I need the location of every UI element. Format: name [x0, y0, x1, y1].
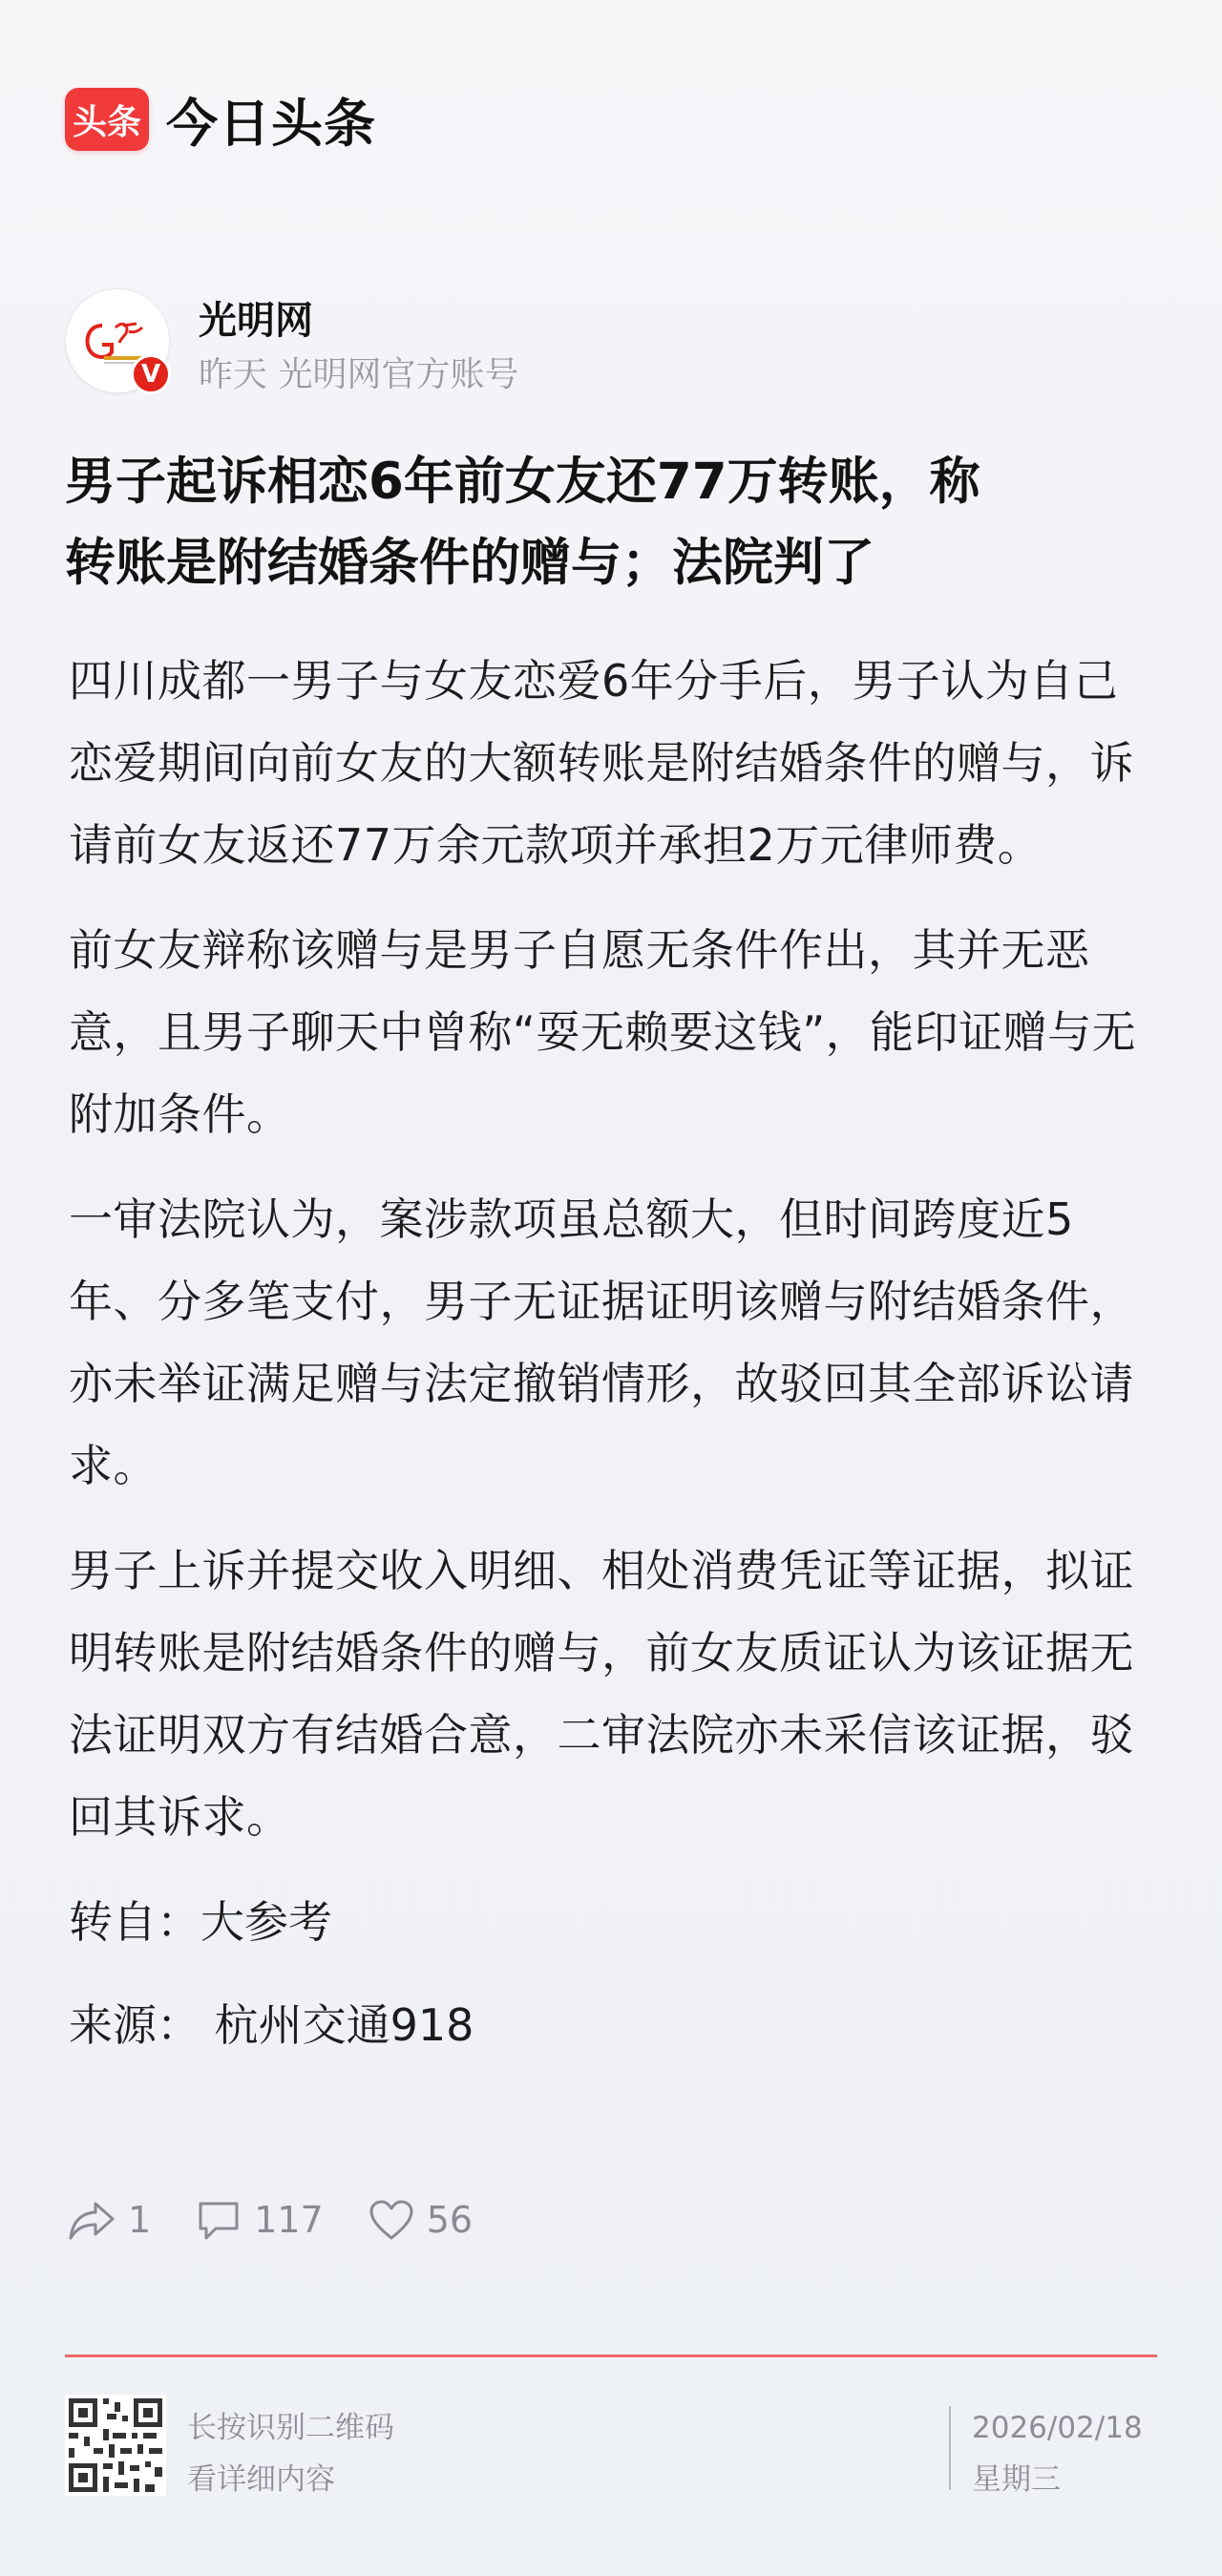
comment-icon	[195, 2198, 242, 2242]
app-name: 今日头条	[166, 93, 376, 154]
title-line: 转账是附结婚条件的赠与；法院判了	[65, 534, 874, 592]
article-title	[65, 441, 1163, 603]
weekday-text: 星期三	[972, 2462, 1061, 2497]
account-type: 光明网官方账号	[278, 355, 519, 394]
article-paragraph: 男子上诉并提交收入明细、相处消费凭证等证据，拟证明转账是附结婚条件的赠与，前女友质证认为该证据无法证明双方有结婚合意，二审法院亦未采信该证据，驳回其诉求。	[69, 1545, 1134, 1843]
share-count: 1	[128, 2199, 152, 2241]
article-paragraph: 一审法院认为，案涉款项虽总额大，但时间跨度近5年、分多笔支付，男子无证据证明该赠与附结婚条件，亦未举证满足赠与法定撤销情形，故驳回其全部诉讼请求。	[69, 1193, 1134, 1491]
author-row[interactable]	[65, 288, 1153, 395]
qr-hint-line: 长按识别二维码	[187, 2411, 394, 2445]
footer-divider	[65, 2354, 1157, 2357]
qr-hint-line: 看详细内容	[187, 2462, 335, 2497]
actions-row	[67, 2186, 516, 2253]
article-paragraph: 四川成都一男子与女友恋爱6年分手后，男子认为自己恋爱期间向前女友的大额转账是附结婚条件的赠与，诉请前女友返还77万余元款项并承担2万元律师费。	[69, 655, 1134, 871]
comment-button[interactable]	[195, 2198, 324, 2242]
share-button[interactable]	[67, 2198, 151, 2242]
article-body	[69, 640, 1162, 2087]
footer-date	[972, 2402, 1143, 2505]
share-card-footer	[65, 2395, 1157, 2502]
date-text: 2026/02/18	[972, 2411, 1143, 2445]
toutiao-logo-icon: 头条	[65, 88, 149, 151]
share-icon	[67, 2198, 116, 2242]
app-header	[65, 84, 376, 155]
verified-badge-icon: V	[131, 354, 171, 394]
author-name[interactable]: 光明网	[199, 299, 313, 343]
footer-separator	[949, 2406, 951, 2490]
like-count: 56	[426, 2199, 474, 2241]
qr-hint	[187, 2402, 394, 2505]
title-line: 男子起诉相恋6年前女友还77万转账，称	[65, 453, 980, 511]
post-time: 昨天	[199, 355, 268, 394]
article-source: 来源： 杭州交通918	[69, 1999, 474, 2051]
repost-from: 转自：大参考	[69, 1896, 332, 1948]
qr-code-icon[interactable]	[65, 2395, 166, 2496]
like-button[interactable]	[368, 2198, 473, 2242]
comment-count: 117	[254, 2199, 324, 2241]
author-avatar[interactable]	[65, 288, 170, 393]
author-meta	[199, 348, 518, 396]
article-paragraph: 前女友辩称该赠与是男子自愿无条件作出，其并无恶意，且男子聊天中曾称“耍无赖要这钱”，能印证赠与无附加条件。	[69, 924, 1137, 1140]
heart-icon	[368, 2198, 415, 2242]
